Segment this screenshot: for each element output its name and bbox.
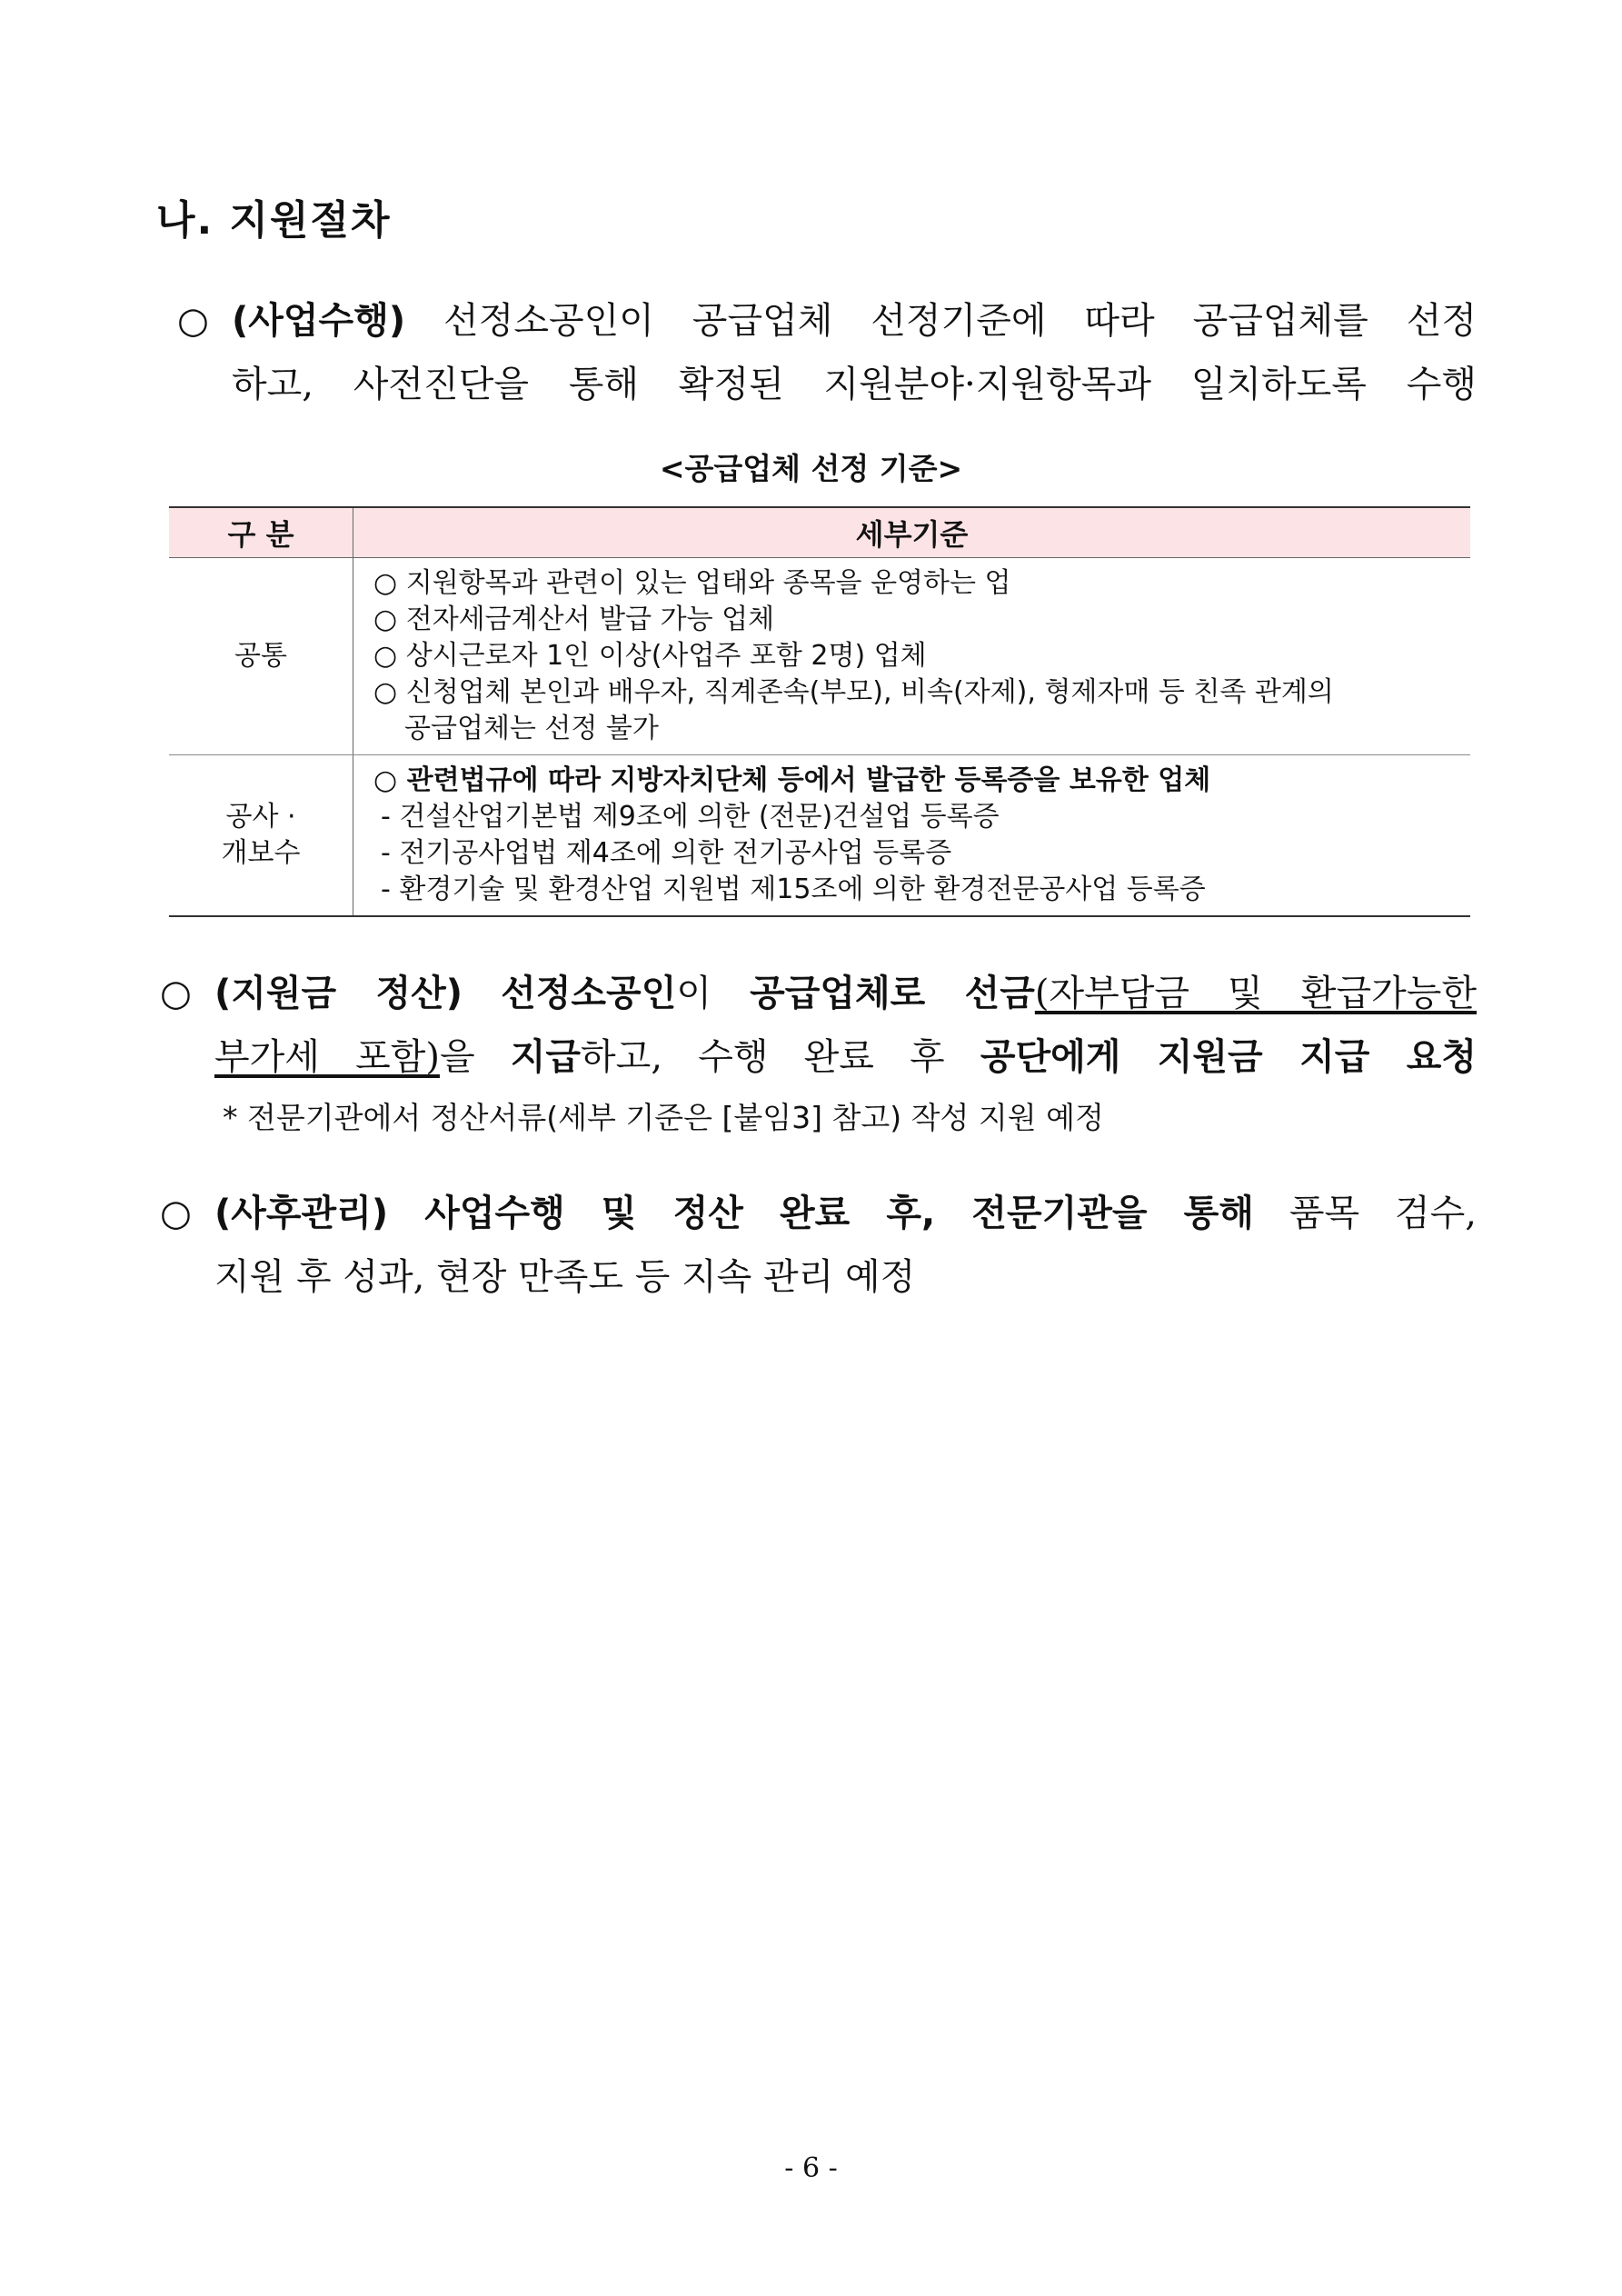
row-category-common: 공통 <box>169 558 353 755</box>
paragraph-settlement <box>160 962 1477 1089</box>
criteria-item: - 건설산업기본법 제9조에 의한 (전문)건설업 등록증 <box>381 801 1000 833</box>
row-items-construction <box>353 755 1471 917</box>
settlement-note: * 전문기관에서 정산서류(세부 기준은 [붙임3] 참고) 작성 지원 예정 <box>223 1100 1104 1135</box>
p2-text: (자부담금 및 환급가능한 <box>1034 973 1478 1014</box>
table-header-row <box>169 507 1470 558</box>
p3-line1 <box>214 1182 1477 1245</box>
p1-label: (사업수행) <box>232 300 406 342</box>
section-heading: 나. 지원절차 <box>156 197 392 244</box>
p3-text: 품목 검수, <box>1289 1193 1477 1234</box>
p2-text: 공단에게 지원금 지급 요청 <box>980 1036 1477 1078</box>
criteria-item: - 환경기술 및 환경산업 지원법 제15조에 의한 환경전문공사업 등록증 <box>381 873 1206 905</box>
header-category: 구 분 <box>169 507 353 558</box>
p3-line2: 지원 후 성과, 현장 만족도 등 지속 관리 예정 <box>214 1256 916 1298</box>
criteria-item: ○ 신청업체 본인과 배우자, 직계존속(부모), 비속(자제), 형제자매 등 친족 관계의 <box>373 676 1334 708</box>
bullet-icon: ○ <box>160 1193 192 1234</box>
table-row <box>169 755 1470 917</box>
category-line: 개보수 <box>221 837 301 869</box>
p1-line2: 하고, 사전진단을 통해 확정된 지원분야·지원항목과 일치하도록 수행 <box>232 364 1477 405</box>
p1-line1 <box>232 289 1477 353</box>
p2-text: 지급 <box>510 1036 582 1078</box>
p2-text: 선정소공인 <box>501 973 677 1014</box>
paragraph-business-execution <box>177 289 1477 416</box>
table-caption: <공급업체 선정 기준> <box>659 451 963 486</box>
p2-label: (지원금 정산) <box>214 973 463 1014</box>
p2-line2 <box>214 1025 1477 1089</box>
row-category-construction <box>169 755 353 917</box>
p2-text: 공급업체로 선금 <box>750 973 1035 1014</box>
p2-text: 을 <box>439 1036 475 1078</box>
p3-text: (사후관리) 사업수행 및 정산 완료 후, 전문기관을 통해 <box>214 1193 1254 1234</box>
bullet-icon: ○ <box>177 300 209 342</box>
criteria-item: - 전기공사업법 제4조에 의한 전기공사업 등록증 <box>381 837 952 869</box>
criteria-item: ○ 상시근로자 1인 이상(사업주 포함 2명) 업체 <box>373 640 927 672</box>
row-items-common <box>353 558 1471 755</box>
p2-text: 부가세 포함) <box>214 1036 440 1078</box>
supplier-criteria-table <box>169 506 1470 917</box>
p2-text: 이 <box>676 973 711 1014</box>
criteria-item: ○ 전자세금계산서 발급 가능 업체 <box>373 604 775 635</box>
header-criteria: 세부기준 <box>353 507 1471 558</box>
criteria-item: ○ 지원항목과 관련이 있는 업태와 종목을 운영하는 업 <box>373 567 1011 599</box>
p2-line1 <box>214 962 1477 1025</box>
table-row <box>169 558 1470 755</box>
category-line: 공사 · <box>225 801 296 833</box>
p1-line1-text: 선정소공인이 공급업체 선정기준에 따라 공급업체를 선정 <box>443 300 1477 342</box>
paragraph-aftercare <box>160 1182 1477 1309</box>
page-number: - 6 - <box>784 2152 838 2184</box>
bullet-icon: ○ <box>160 973 192 1014</box>
p2-text: 하고, 수행 완료 후 <box>581 1036 945 1078</box>
criteria-item: 공급업체는 선정 불가 <box>404 713 659 744</box>
criteria-item: ○ 관련법규에 따라 지방자치단체 등에서 발급한 등록증을 보유한 업체 <box>373 764 1211 796</box>
